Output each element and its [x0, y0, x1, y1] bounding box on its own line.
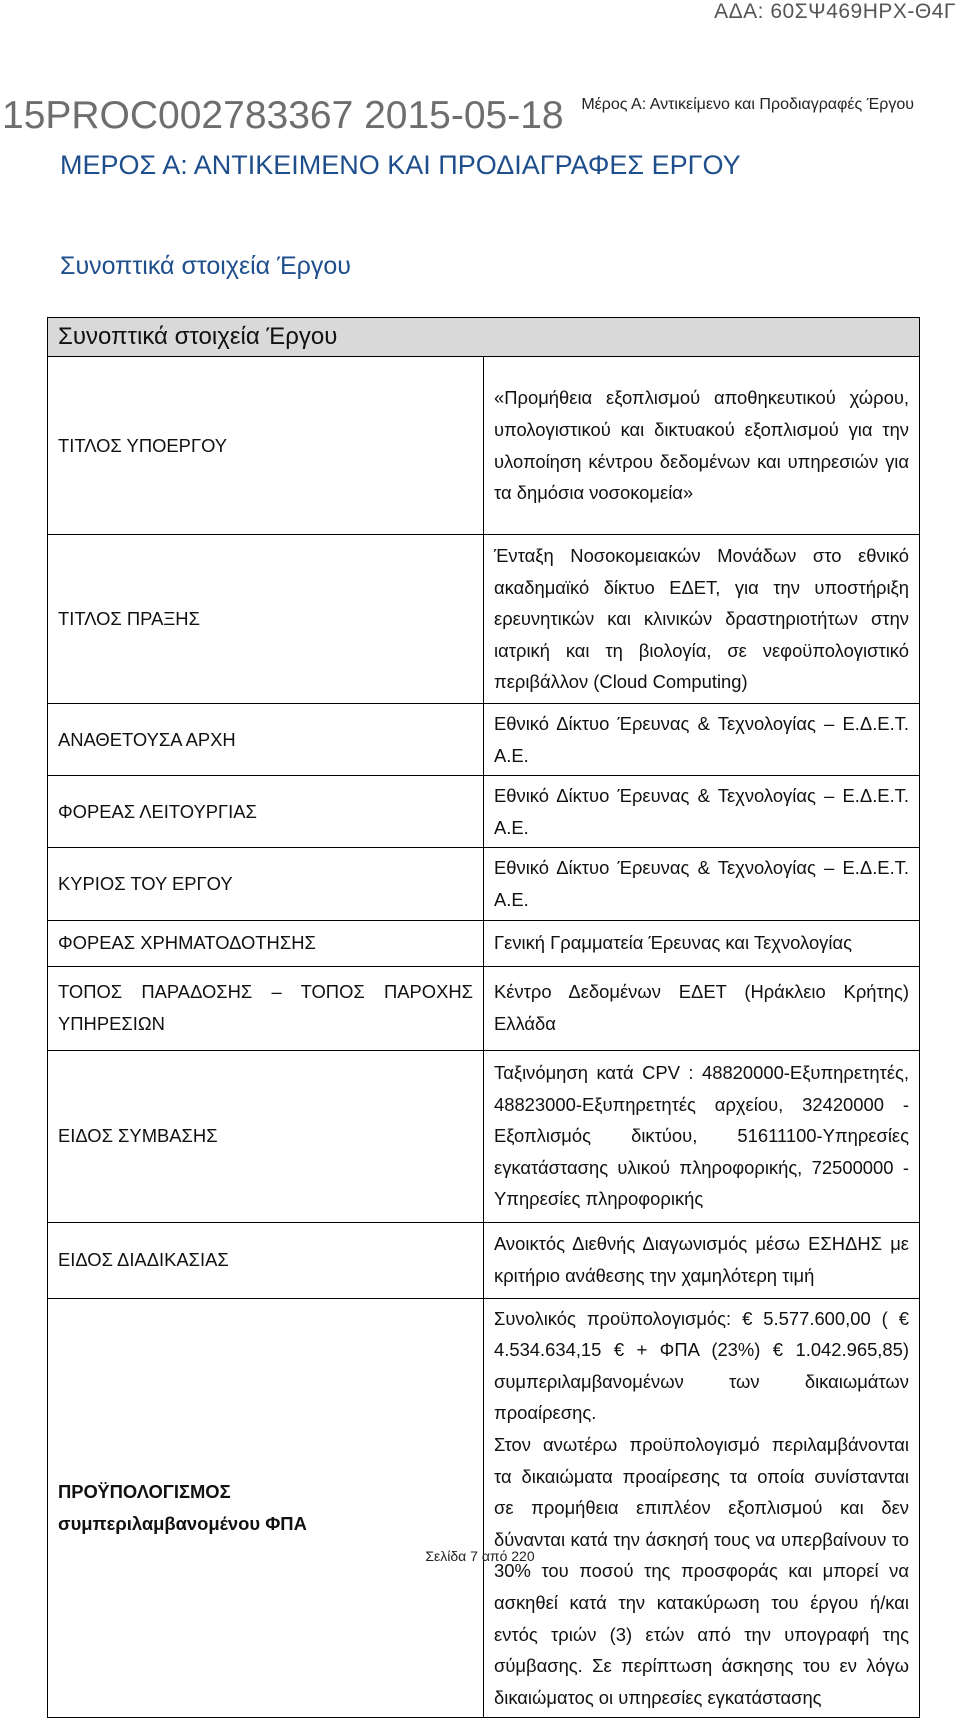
row-value: Εθνικό Δίκτυο Έρευνας & Τεχνολογίας – Ε.Δ.Ε.Τ. Α.Ε.	[484, 848, 920, 920]
budget-total: Συνολικός προϋπολογισμός: € 5.577.600,00 ( € 4.534.634,15 € + ΦΠΑ (23%) € 1.042.965,85) συμπεριλαμβανομένων των δικαιωμάτων προαίρεσης.	[494, 1307, 909, 1424]
table-row	[48, 1222, 920, 1298]
page-number: Σελίδα 7 από 220	[425, 1548, 535, 1564]
table-caption: Συνοπτικά στοιχεία Έργου	[48, 318, 920, 357]
running-header: Μέρος Α: Αντικείμενο και Προδιαγραφές Έργου	[581, 96, 914, 113]
row-value: Ταξινόμηση κατά CPV : 48820000-Εξυπηρετητές, 48823000-Εξυπηρετητές αρχείου, 32420000 - Εξοπλισμός δικτύου, 51611100-Υπηρεσίες εγκατάστασης υλικού πληροφορικής, 72500000 - Υπηρεσίες πληροφορικής	[484, 1050, 920, 1222]
row-value: Εθνικό Δίκτυο Έρευνας & Τεχνολογίας – Ε.Δ.Ε.Τ. Α.Ε.	[484, 704, 920, 776]
table-row	[48, 704, 920, 776]
row-label: ΕΙΔΟΣ ΔΙΑΔΙΚΑΣΙΑΣ	[48, 1222, 484, 1298]
row-value: Κέντρο Δεδομένων ΕΔΕΤ (Ηράκλειο Κρήτης) Ελλάδα	[484, 966, 920, 1050]
budget-label: ΠΡΟΫΠΟΛΟΓΙΣΜΟΣ	[58, 1481, 231, 1503]
subsection-title: Συνοπτικά στοιχεία Έργου	[60, 252, 351, 280]
table-row	[48, 1050, 920, 1222]
row-label: ΑΝΑΘΕΤΟΥΣΑ ΑΡΧΗ	[48, 704, 484, 776]
row-label: ΦΟΡΕΑΣ ΧΡΗΜΑΤΟΔΟΤΗΣΗΣ	[48, 920, 484, 966]
row-value: Γενική Γραμματεία Έρευνας και Τεχνολογίας	[484, 920, 920, 966]
budget-label-cell	[48, 1298, 484, 1718]
ada-stamp: ΑΔΑ: 60ΣΨ469ΗΡΧ-Θ4Γ	[714, 0, 956, 23]
row-label: ΕΙΔΟΣ ΣΥΜΒΑΣΗΣ	[48, 1050, 484, 1222]
budget-options-note: Στον ανωτέρω προϋπολογισμό περιλαμβάνονται τα δικαιώματα προαίρεσης τα οποία συνίστανται σε προμήθεια επιπλέον εξοπλισμού και δεν δύνανται κατά την άσκησή τους να υπερβαίνουν το 30% του ποσού της προσφοράς και μπορεί να ασκηθεί κατά την κατακύρωση του έργου ή/και εντός τριών (3) ετών από την υπογραφή της σύμβασης. Σε περίπτωση άσκησης του εν λόγω δικαιώματος οι υπηρεσίες εγκατάστασης	[494, 1433, 909, 1708]
table-row	[48, 357, 920, 535]
row-label: ΦΟΡΕΑΣ ΛΕΙΤΟΥΡΓΙΑΣ	[48, 776, 484, 848]
table-row	[48, 920, 920, 966]
proc-watermark: 15PROC002783367 2015-05-18	[2, 94, 564, 137]
table-row	[48, 848, 920, 920]
row-label: ΤΟΠΟΣ ΠΑΡΑΔΟΣΗΣ – ΤΟΠΟΣ ΠΑΡΟΧΗΣ ΥΠΗΡΕΣΙΩΝ	[48, 966, 484, 1050]
section-title: ΜΕΡΟΣ Α: ΑΝΤΙΚΕΙΜΕΝΟ ΚΑΙ ΠΡΟΔΙΑΓΡΑΦΕΣ ΕΡΓΟΥ	[60, 150, 741, 180]
table-row	[48, 1298, 920, 1718]
budget-value-cell	[484, 1298, 920, 1718]
row-label: ΤΙΤΛΟΣ ΠΡΑΞΗΣ	[48, 535, 484, 704]
table-caption-row	[48, 318, 920, 357]
budget-label-vat: συμπεριλαμβανομένου ΦΠΑ	[58, 1512, 307, 1534]
row-value: Εθνικό Δίκτυο Έρευνας & Τεχνολογίας – Ε.Δ.Ε.Τ. Α.Ε.	[484, 776, 920, 848]
table-row	[48, 776, 920, 848]
table-row	[48, 535, 920, 704]
table-row	[48, 966, 920, 1050]
row-value: Ένταξη Νοσοκομειακών Μονάδων στο εθνικό ακαδημαϊκό δίκτυο ΕΔΕΤ, για την υποστήριξη ερευνητικών και κλινικών δραστηριοτήτων στην ιατρική και τη βιολογία, σε νεφοϋπολογιστικό περιβάλλον (Cloud Computing)	[484, 535, 920, 704]
row-label: ΤΙΤΛΟΣ ΥΠΟΕΡΓΟΥ	[48, 357, 484, 535]
row-value: «Προμήθεια εξοπλισμού αποθηκευτικού χώρου, υπολογιστικού και δικτυακού εξοπλισμού για την υλοποίηση κέντρου δεδομένων και υπηρεσιών για τα δημόσια νοσοκομεία»	[484, 357, 920, 535]
row-label: ΚΥΡΙΟΣ ΤΟΥ ΕΡΓΟΥ	[48, 848, 484, 920]
project-summary-table	[47, 317, 920, 1718]
row-value: Ανοικτός Διεθνής Διαγωνισμός μέσω ΕΣΗΔΗΣ με κριτήριο ανάθεσης την χαμηλότερη τιμή	[484, 1222, 920, 1298]
